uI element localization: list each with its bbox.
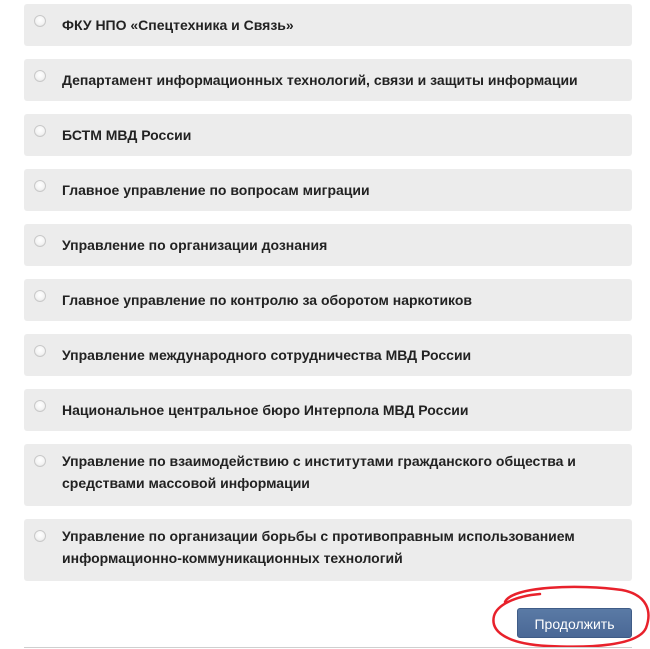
option-international[interactable] — [24, 334, 632, 376]
radio-button[interactable] — [34, 290, 46, 302]
option-bstm[interactable] — [24, 114, 632, 156]
option-label: Управление по организации дознания — [62, 237, 328, 253]
radio-button[interactable] — [34, 180, 46, 192]
option-label: ФКУ НПО «Спецтехника и Связь» — [62, 17, 294, 33]
radio-button[interactable] — [34, 15, 46, 27]
option-dit[interactable] — [24, 59, 632, 101]
option-inquiry[interactable] — [24, 224, 632, 266]
option-label: Управление по взаимодействию с институтами гражданского общества и средствами массовой информации — [62, 453, 576, 491]
option-label: Национальное центральное бюро Интерпола МВД России — [62, 402, 469, 418]
option-label: Управление по организации борьбы с противоправным использованием информационно-коммуникационных технологий — [62, 528, 575, 566]
radio-button[interactable] — [34, 235, 46, 247]
option-interpol[interactable] — [24, 389, 632, 431]
option-ict-crime[interactable] — [24, 519, 632, 581]
option-civil-society[interactable] — [24, 444, 632, 506]
option-label: Департамент информационных технологий, связи и защиты информации — [62, 72, 578, 88]
option-label: Главное управление по вопросам миграции — [62, 182, 370, 198]
radio-button[interactable] — [34, 455, 46, 467]
option-label: Главное управление по контролю за оборотом наркотиков — [62, 292, 473, 308]
radio-button[interactable] — [34, 345, 46, 357]
radio-button[interactable] — [34, 125, 46, 137]
option-gu-migration[interactable] — [24, 169, 632, 211]
radio-button[interactable] — [34, 400, 46, 412]
continue-button[interactable]: Продолжить — [517, 608, 632, 638]
option-fku-npo[interactable] — [24, 4, 632, 46]
option-narcotics[interactable] — [24, 279, 632, 321]
organization-options-list — [24, 4, 632, 594]
option-label: Управление международного сотрудничества МВД России — [62, 347, 472, 363]
form-divider — [24, 647, 632, 648]
radio-button[interactable] — [34, 530, 46, 542]
option-label: БСТМ МВД России — [62, 127, 192, 143]
radio-button[interactable] — [34, 70, 46, 82]
